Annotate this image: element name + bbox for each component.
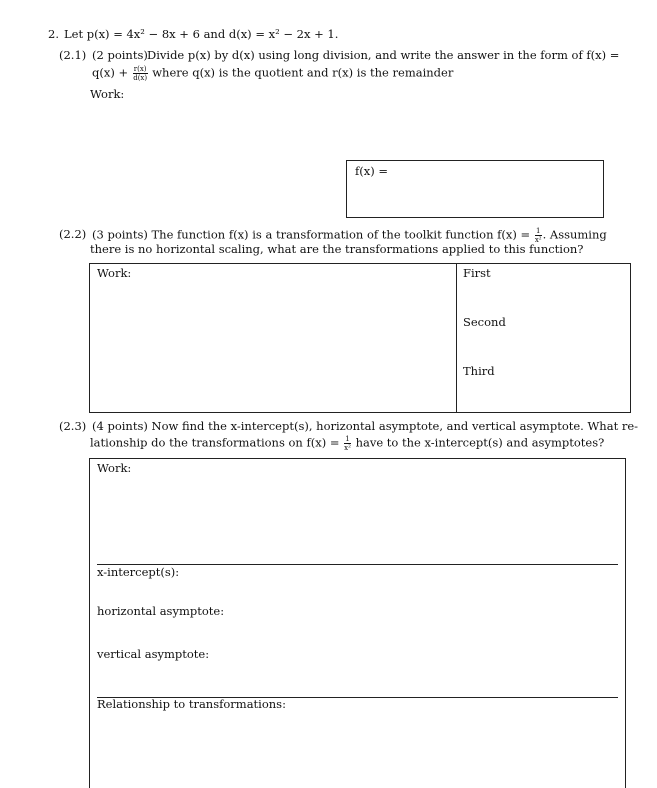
third-transformation-label: Third: [463, 364, 495, 378]
part-2-1-text-line2: [92, 65, 453, 82]
relationship-label: Relationship to transformations:: [97, 697, 286, 711]
part-2-3-text-line2: [90, 435, 604, 452]
part-2-3-line2-prefix: lationship do the transformations on f(x) =: [90, 435, 340, 450]
part-2-2-line1-prefix: The function f(x) is a transformation of the toolkit function f(x) =: [151, 227, 531, 242]
fraction-denominator: x²: [534, 236, 542, 244]
part-2-3-line2-suffix: have to the x-intercept(s) and asymptotes?: [355, 435, 605, 450]
part-2-1-text-line1: Divide p(x) by d(x) using long division, and write the answer in the form of f(x) =: [147, 48, 620, 62]
part-2-2-line1-suffix: . Assuming: [542, 227, 607, 242]
part-2-2-work-label: Work:: [97, 266, 132, 280]
fraction-denominator: d(x): [133, 74, 148, 82]
part-2-2-label: (2.2): [59, 227, 87, 241]
toolkit-fraction-2: [344, 435, 351, 452]
remainder-fraction: [133, 65, 148, 82]
part-2-3-work-label: Work:: [97, 461, 132, 475]
horizontal-asymptote-label: horizontal asymptote:: [97, 604, 225, 618]
part-2-1-line2-suffix: where q(x) is the quotient and r(x) is the remainder: [152, 65, 454, 80]
part-2-2-text-line2: there is no horizontal scaling, what are the transformations applied to this function?: [90, 242, 584, 256]
asymptotes-box: [89, 458, 626, 788]
fraction-numerator: 1: [535, 227, 541, 235]
vertical-asymptote-label: vertical asymptote:: [97, 647, 210, 661]
part-2-1-points: (2 points): [92, 48, 148, 62]
part-2-3-label: (2.3): [59, 419, 87, 433]
part-2-3-points: (4 points): [92, 419, 148, 433]
second-transformation-label: Second: [463, 315, 506, 329]
question-number: 2.: [48, 27, 59, 41]
part-2-3-text-line1: [92, 419, 638, 433]
question-intro: Let p(x) = 4x² − 8x + 6 and d(x) = x² − 2x + 1.: [64, 27, 339, 41]
x-intercept-label: x-intercept(s):: [97, 565, 180, 579]
transformations-divider: [456, 264, 457, 412]
answer-box-label: f(x) =: [355, 164, 389, 178]
part-2-1-label: (2.1): [59, 48, 87, 62]
fraction-denominator: x²: [344, 444, 351, 452]
first-transformation-label: First: [463, 266, 491, 280]
part-2-1-line2-prefix: q(x) +: [92, 65, 129, 80]
part-2-2-points: (3 points): [92, 227, 148, 242]
answer-box-f[interactable]: [346, 160, 604, 218]
fraction-numerator: r(x): [133, 65, 147, 73]
part-2-1-work-label: Work:: [90, 87, 125, 101]
fraction-numerator: 1: [345, 435, 350, 443]
transformations-box: [89, 263, 631, 413]
part-2-3-line1-text: Now find the x-intercept(s), horizontal asymptote, and vertical asymptote. What re-: [151, 419, 639, 433]
